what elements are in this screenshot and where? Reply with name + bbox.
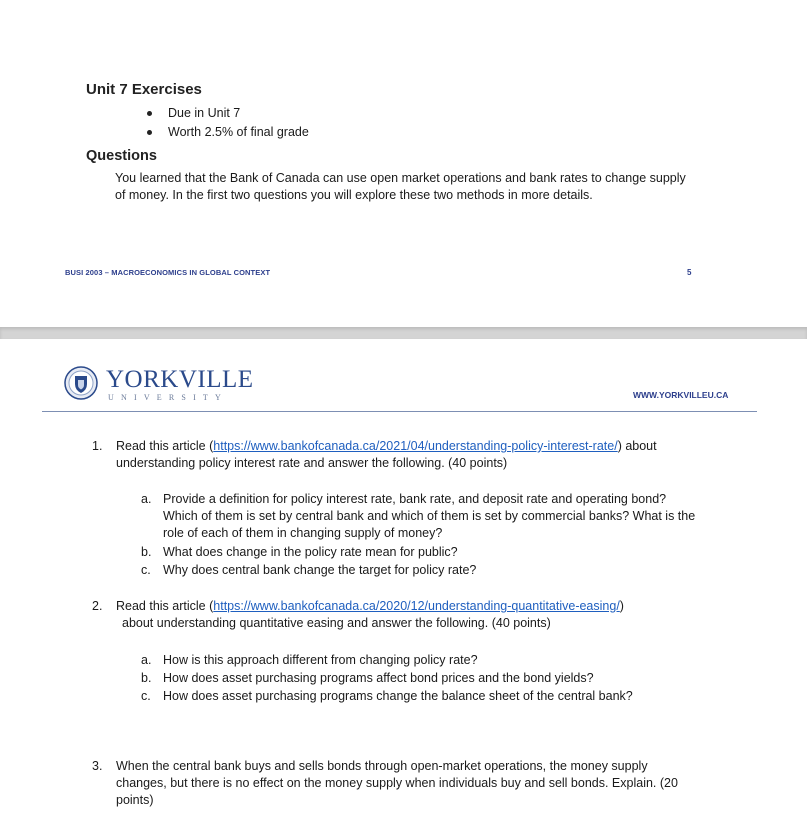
article-link-1[interactable]: https://www.bankofcanada.ca/2021/04/understanding-policy-interest-rate/ xyxy=(213,439,618,453)
question-3-number: 3. xyxy=(92,759,103,773)
exercise-details-list xyxy=(146,104,309,142)
footer-page-number: 5 xyxy=(687,268,692,277)
intro-line-1: You learned that the Bank of Canada can use open market operations and bank rates to change supply xyxy=(115,171,686,185)
question-1a-line-3: role of each of them in changing supply of money? xyxy=(163,526,443,540)
question-3-line-2: changes, but there is no effect on the money supply when individuals buy and sell bonds. Explain. (20 xyxy=(116,776,678,790)
question-3-line-3: points) xyxy=(116,793,154,807)
question-1-suffix: ) about xyxy=(617,439,657,453)
university-crest-icon xyxy=(64,366,98,400)
question-1b-letter: b. xyxy=(141,545,152,559)
question-3-line-1: When the central bank buys and sells bonds through open-market operations, the money supply xyxy=(116,759,648,773)
question-1a-line-1: Provide a definition for policy interest rate, bank rate, and deposit rate and operating bond? xyxy=(163,492,667,506)
logo-subtitle: UNIVERSITY xyxy=(108,393,228,402)
question-1a-line-2: Which of them is set by central bank and which of them is set by commercial banks? What is the xyxy=(163,509,696,523)
document-page-5 xyxy=(0,0,807,327)
question-2c-letter: c. xyxy=(141,689,151,703)
question-2-line-2: about understanding quantitative easing and answer the following. (40 points) xyxy=(122,616,551,630)
footer-course-name: BUSI 2003 – MACROECONOMICS IN GLOBAL CONTEXT xyxy=(65,268,271,277)
header-divider xyxy=(42,411,757,412)
questions-heading: Questions xyxy=(86,148,157,164)
question-2-prefix: Read this article ( xyxy=(116,599,214,613)
question-1b-text: What does change in the policy rate mean for public? xyxy=(163,545,458,559)
question-2a-text: How is this approach different from changing policy rate? xyxy=(163,653,478,667)
question-2c-text: How does asset purchasing programs change the balance sheet of the central bank? xyxy=(163,689,633,703)
question-2b-text: How does asset purchasing programs affect bond prices and the bond yields? xyxy=(163,671,594,685)
question-1c-text: Why does central bank change the target for policy rate? xyxy=(163,563,477,577)
question-2b-letter: b. xyxy=(141,671,152,685)
exercise-title: Unit 7 Exercises xyxy=(86,81,202,98)
question-2-line-1 xyxy=(116,598,756,615)
article-link-2[interactable]: https://www.bankofcanada.ca/2020/12/understanding-quantitative-easing/ xyxy=(213,599,620,613)
question-1-line-2: understanding policy interest rate and answer the following. (40 points) xyxy=(116,456,508,470)
document-page-6 xyxy=(0,339,807,817)
website-url[interactable]: WWW.YORKVILLEU.CA xyxy=(633,390,729,400)
question-2-suffix: ) xyxy=(619,599,624,613)
question-3 xyxy=(92,758,772,813)
question-1 xyxy=(92,438,772,478)
question-2a-letter: a. xyxy=(141,653,152,667)
question-2 xyxy=(92,598,772,638)
question-1c-letter: c. xyxy=(141,563,151,577)
logo-wordmark: YORKVILLE xyxy=(106,366,254,393)
question-1a-letter: a. xyxy=(141,492,152,506)
page-separator xyxy=(0,327,807,339)
question-1-prefix: Read this article ( xyxy=(116,439,214,453)
questions-intro xyxy=(115,170,755,204)
bullet-worth: Worth 2.5% of final grade xyxy=(146,123,309,142)
intro-line-2: of money. In the first two questions you will explore these two methods in more details. xyxy=(115,188,593,202)
question-1-line-1 xyxy=(116,438,756,455)
question-1-number: 1. xyxy=(92,439,103,453)
question-2-number: 2. xyxy=(92,599,103,613)
bullet-due: Due in Unit 7 xyxy=(146,104,309,123)
